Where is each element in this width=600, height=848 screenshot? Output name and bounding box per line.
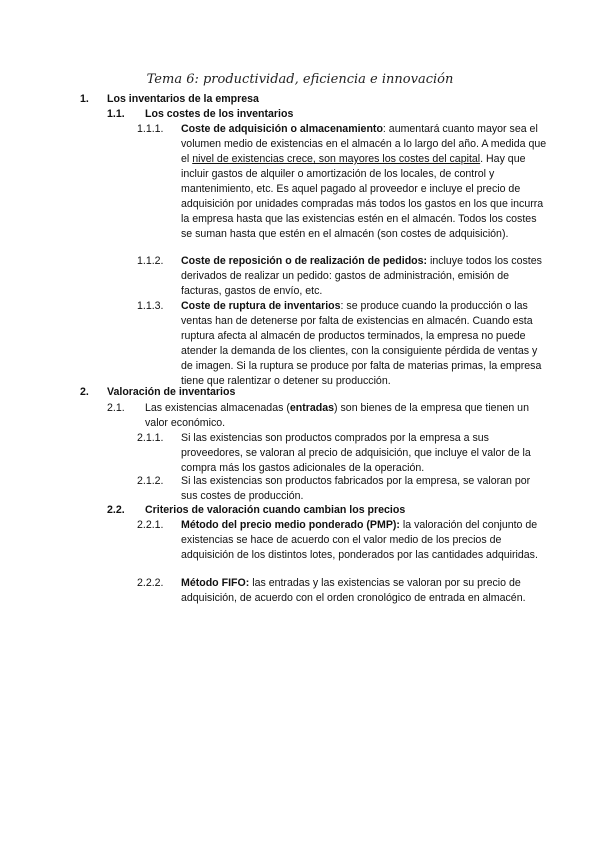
document-title: Tema 6: productividad, eficiencia e innovación [146,72,454,87]
item-1-1-1-paragraph [181,122,547,242]
subsection-1-1-number: 1.1. [107,108,125,120]
paragraph-2-1 [145,401,545,431]
item-2-2-2-number: 2.2.2. [137,577,164,589]
item-1-1-3-paragraph [181,299,547,389]
item-2-1-1-text: Si las existencias son productos comprados por la empresa a sus proveedores, se valoran al precio de adquisición, que incluye el valor de la compra más los gastos adicionales de la operación. [181,432,531,474]
item-1-1-1-text-b: . Hay que incluir gastos de alquiler o amortización de los locales, de control y mantenimiento, etc. Es aquel pagado al proveedor e incluye el precio de adquisición por unidades compradas más todos los gastos en los que incurra la empresa hasta que las existencias estén en el almacén. Todos los costes se suman hasta que estén en el almacén (son costes de adquisición). [181,153,544,240]
item-1-1-2-paragraph [181,254,547,299]
item-2-2-1-text: la valoración del conjunto de existencias se hace de acuerdo con el valor medio de los precios de adquisición de los distintos lotes, ponderados por las cantidades adquiridas. [181,519,538,561]
item-1-1-1-underlined: nivel de existencias crece, son mayores los costes del capital [192,153,481,165]
paragraph-2-1-text-a: Las existencias almacenadas ( [145,402,290,414]
item-1-1-1-number: 1.1.1. [137,123,164,135]
item-1-1-3-term: Coste de ruptura de inventarios [181,300,341,312]
item-2-2-1-paragraph [181,518,547,563]
item-2-2-2-term: Método FIFO: [181,577,250,589]
section-1-number: 1. [80,93,89,105]
item-2-2-2-paragraph [181,576,547,606]
item-2-2-2-text: las entradas y las existencias se valoran por su precio de adquisición, de acuerdo con el orden cronológico de entrada en almacén. [181,577,526,604]
item-2-1-1-number: 2.1.1. [137,432,164,444]
item-2-1-2-number: 2.1.2. [137,475,164,487]
subsection-2-2-number: 2.2. [107,504,125,516]
paragraph-2-1-text-b: ) son bienes de la empresa que tienen un valor económico. [145,402,529,429]
item-2-2-1-number: 2.2.1. [137,519,164,531]
paragraph-2-1-number: 2.1. [107,402,125,414]
item-1-1-3-text: : se produce cuando la producción o las ventas han de detenerse por falta de existencias en almacén. Cuando esta ruptura afecta al almacén de productos terminados, la empresa no puede atender la demanda de los clientes, con la consiguiente pérdida de ventas y de imagen. Si la ruptura se produce por falta de materias primas, la empresa tiene que ralentizar o detener su producción. [181,300,542,387]
item-1-1-2-term: Coste de reposición o de realización de pedidos: [181,255,428,267]
item-1-1-1-text-a: : aumentará cuanto mayor sea el volumen medio de existencias en el almacén a lo largo del año. A medida que el [181,123,547,165]
item-1-1-1-term: Coste de adquisición o almacenamiento [181,123,383,135]
item-2-2-1-term: Método del precio medio ponderado (PMP): [181,519,400,531]
item-1-1-2-number: 1.1.2. [137,255,164,267]
section-2-heading: Valoración de inventarios [107,386,236,398]
section-1-heading: Los inventarios de la empresa [107,93,259,105]
item-1-1-3-number: 1.1.3. [137,300,164,312]
item-2-1-2-text: Si las existencias son productos fabricados por la empresa, se valoran por sus costes de producción. [181,475,531,502]
paragraph-2-1-term: entradas [289,402,335,414]
section-2-number: 2. [80,386,89,398]
subsection-1-1-heading: Los costes de los inventarios [145,108,294,120]
item-1-1-2-text: incluye todos los costes derivados de realizar un pedido: gastos de administración, emisión de facturas, gastos de envío, etc. [181,255,542,297]
subsection-2-2-heading: Criterios de valoración cuando cambian los precios [145,504,406,516]
